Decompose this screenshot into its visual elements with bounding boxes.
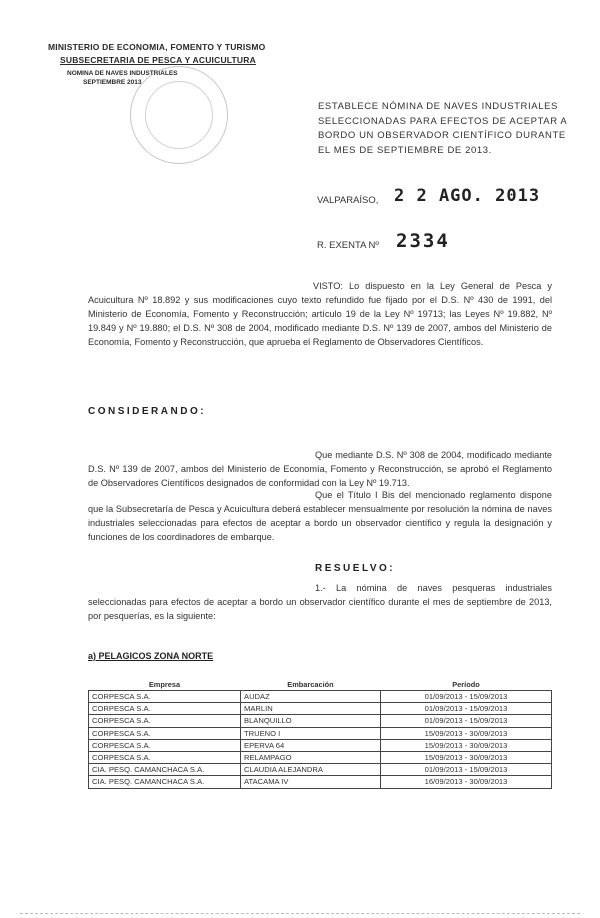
cell-embarcacion: BLANQUILLO	[241, 715, 381, 727]
table-row	[89, 691, 552, 703]
table-row	[89, 727, 552, 739]
cell-empresa: CORPESCA S.A.	[89, 703, 241, 715]
cell-embarcacion: TRUENO I	[241, 727, 381, 739]
exenta-label: R. EXENTA Nº	[317, 240, 379, 251]
subsecretaria-name: SUBSECRETARIA DE PESCA Y ACUICULTURA	[60, 55, 256, 65]
table-row	[89, 739, 552, 751]
ministry-name: MINISTERIO DE ECONOMIA, FOMENTO Y TURISMO	[48, 42, 266, 52]
table-row	[89, 751, 552, 763]
cell-periodo: 01/09/2013 - 15/09/2013	[381, 715, 552, 727]
cell-periodo: 15/09/2013 - 30/09/2013	[381, 751, 552, 763]
cell-periodo: 16/09/2013 - 30/09/2013	[381, 776, 552, 788]
considerando-heading: CONSIDERANDO:	[88, 406, 207, 417]
cell-embarcacion: AUDAZ	[241, 691, 381, 703]
cell-empresa: CORPESCA S.A.	[89, 751, 241, 763]
cell-periodo: 01/09/2013 - 15/09/2013	[381, 764, 552, 776]
cell-embarcacion: RELAMPAGO	[241, 751, 381, 763]
considerando-paragraph-2: Que el Título I Bis del mencionado reglamento dispone que la Subsecretaría de Pesca y Acuicultura deberá establecer mensualmente por resolución la nómina de naves industriales seleccionadas para efectos de aceptar a bordo un observador científico y regula la designación y funciones de los coordinadores de embarque.	[88, 490, 552, 542]
cell-embarcacion: EPERVA 64	[241, 739, 381, 751]
header-nomina: NOMINA DE NAVES INDUSTRIALES	[67, 70, 178, 77]
header-month: SEPTIEMBRE 2013	[83, 79, 142, 86]
resuelvo-paragraph-1: 1.- La nómina de naves pesqueras industriales seleccionadas para efectos de aceptar a bordo un observador científico durante el mes de septiembre de 2013, por pesquerías, es la siguiente:	[88, 583, 552, 621]
cell-empresa: CIA. PESQ. CAMANCHACA S.A.	[89, 776, 241, 788]
cell-empresa: CORPESCA S.A.	[89, 727, 241, 739]
cell-empresa: CIA. PESQ. CAMANCHACA S.A.	[89, 764, 241, 776]
table-row	[89, 703, 552, 715]
cell-empresa: CORPESCA S.A.	[89, 739, 241, 751]
cell-empresa: CORPESCA S.A.	[89, 715, 241, 727]
cell-empresa: CORPESCA S.A.	[89, 691, 241, 703]
page-footer-divider	[20, 913, 580, 915]
vessels-table	[88, 678, 552, 789]
table-row	[89, 764, 552, 776]
section-pelagicos-zona-norte: a) PELAGICOS ZONA NORTE	[88, 651, 214, 661]
cell-embarcacion: MARLIN	[241, 703, 381, 715]
date-stamp: 2 2 AGO. 2013	[394, 186, 541, 206]
place-label: VALPARAÍSO,	[317, 195, 379, 206]
cell-periodo: 01/09/2013 - 15/09/2013	[381, 691, 552, 703]
resolution-title: ESTABLECE NÓMINA DE NAVES INDUSTRIALES SELECCIONADAS PARA EFECTOS DE ACEPTAR A BORDO UN OBSERVADOR CIENTÍFICO DURANTE EL MES DE SEPTIEMBRE DE 2013.	[318, 101, 567, 156]
column-header-empresa: Empresa	[148, 679, 181, 689]
considerando-paragraph-1: Que mediante D.S. Nº 308 de 2004, modificado mediante D.S. Nº 139 de 2007, ambos del Ministerio de Economía, Fomento y Reconstrucción, se aprobó el Reglamento de Observadores Científicos designados de conformidad con la Ley Nº 19.713.	[88, 450, 552, 488]
cell-embarcacion: ATACAMA IV	[241, 776, 381, 788]
exenta-number: 2334	[396, 230, 450, 252]
resuelvo-heading: RESUELVO:	[315, 563, 396, 574]
column-header-periodo: Período	[452, 679, 480, 689]
visto-paragraph: VISTO: Lo dispuesto en la Ley General de Pesca y Acuicultura Nº 18.892 y sus modificaciones cuyo texto refundido fue fijado por el D.S. Nº 430 de 1991, del Ministerio de Economía, Fomento y Reconstrucción; artículo 19 de la Ley Nº 19713; las Leyes Nº 19.882, Nº 19.849 y Nº 19.880; el D.S. Nº 308 de 2004, modificado mediante D.S. Nº 139 de 2007, ambos del Ministerio de Economía, Fomento y Reconstrucción, que aprueba el Reglamento de Observadores Científicos.	[88, 281, 552, 347]
table-row	[89, 776, 552, 788]
column-header-embarcacion: Embarcación	[287, 679, 334, 689]
cell-periodo: 15/09/2013 - 30/09/2013	[381, 727, 552, 739]
cell-embarcacion: CLAUDIA ALEJANDRA	[241, 764, 381, 776]
cell-periodo: 15/09/2013 - 30/09/2013	[381, 739, 552, 751]
table-header-row	[89, 678, 552, 691]
official-seal-stamp	[130, 66, 228, 164]
cell-periodo: 01/09/2013 - 15/09/2013	[381, 703, 552, 715]
table-row	[89, 715, 552, 727]
